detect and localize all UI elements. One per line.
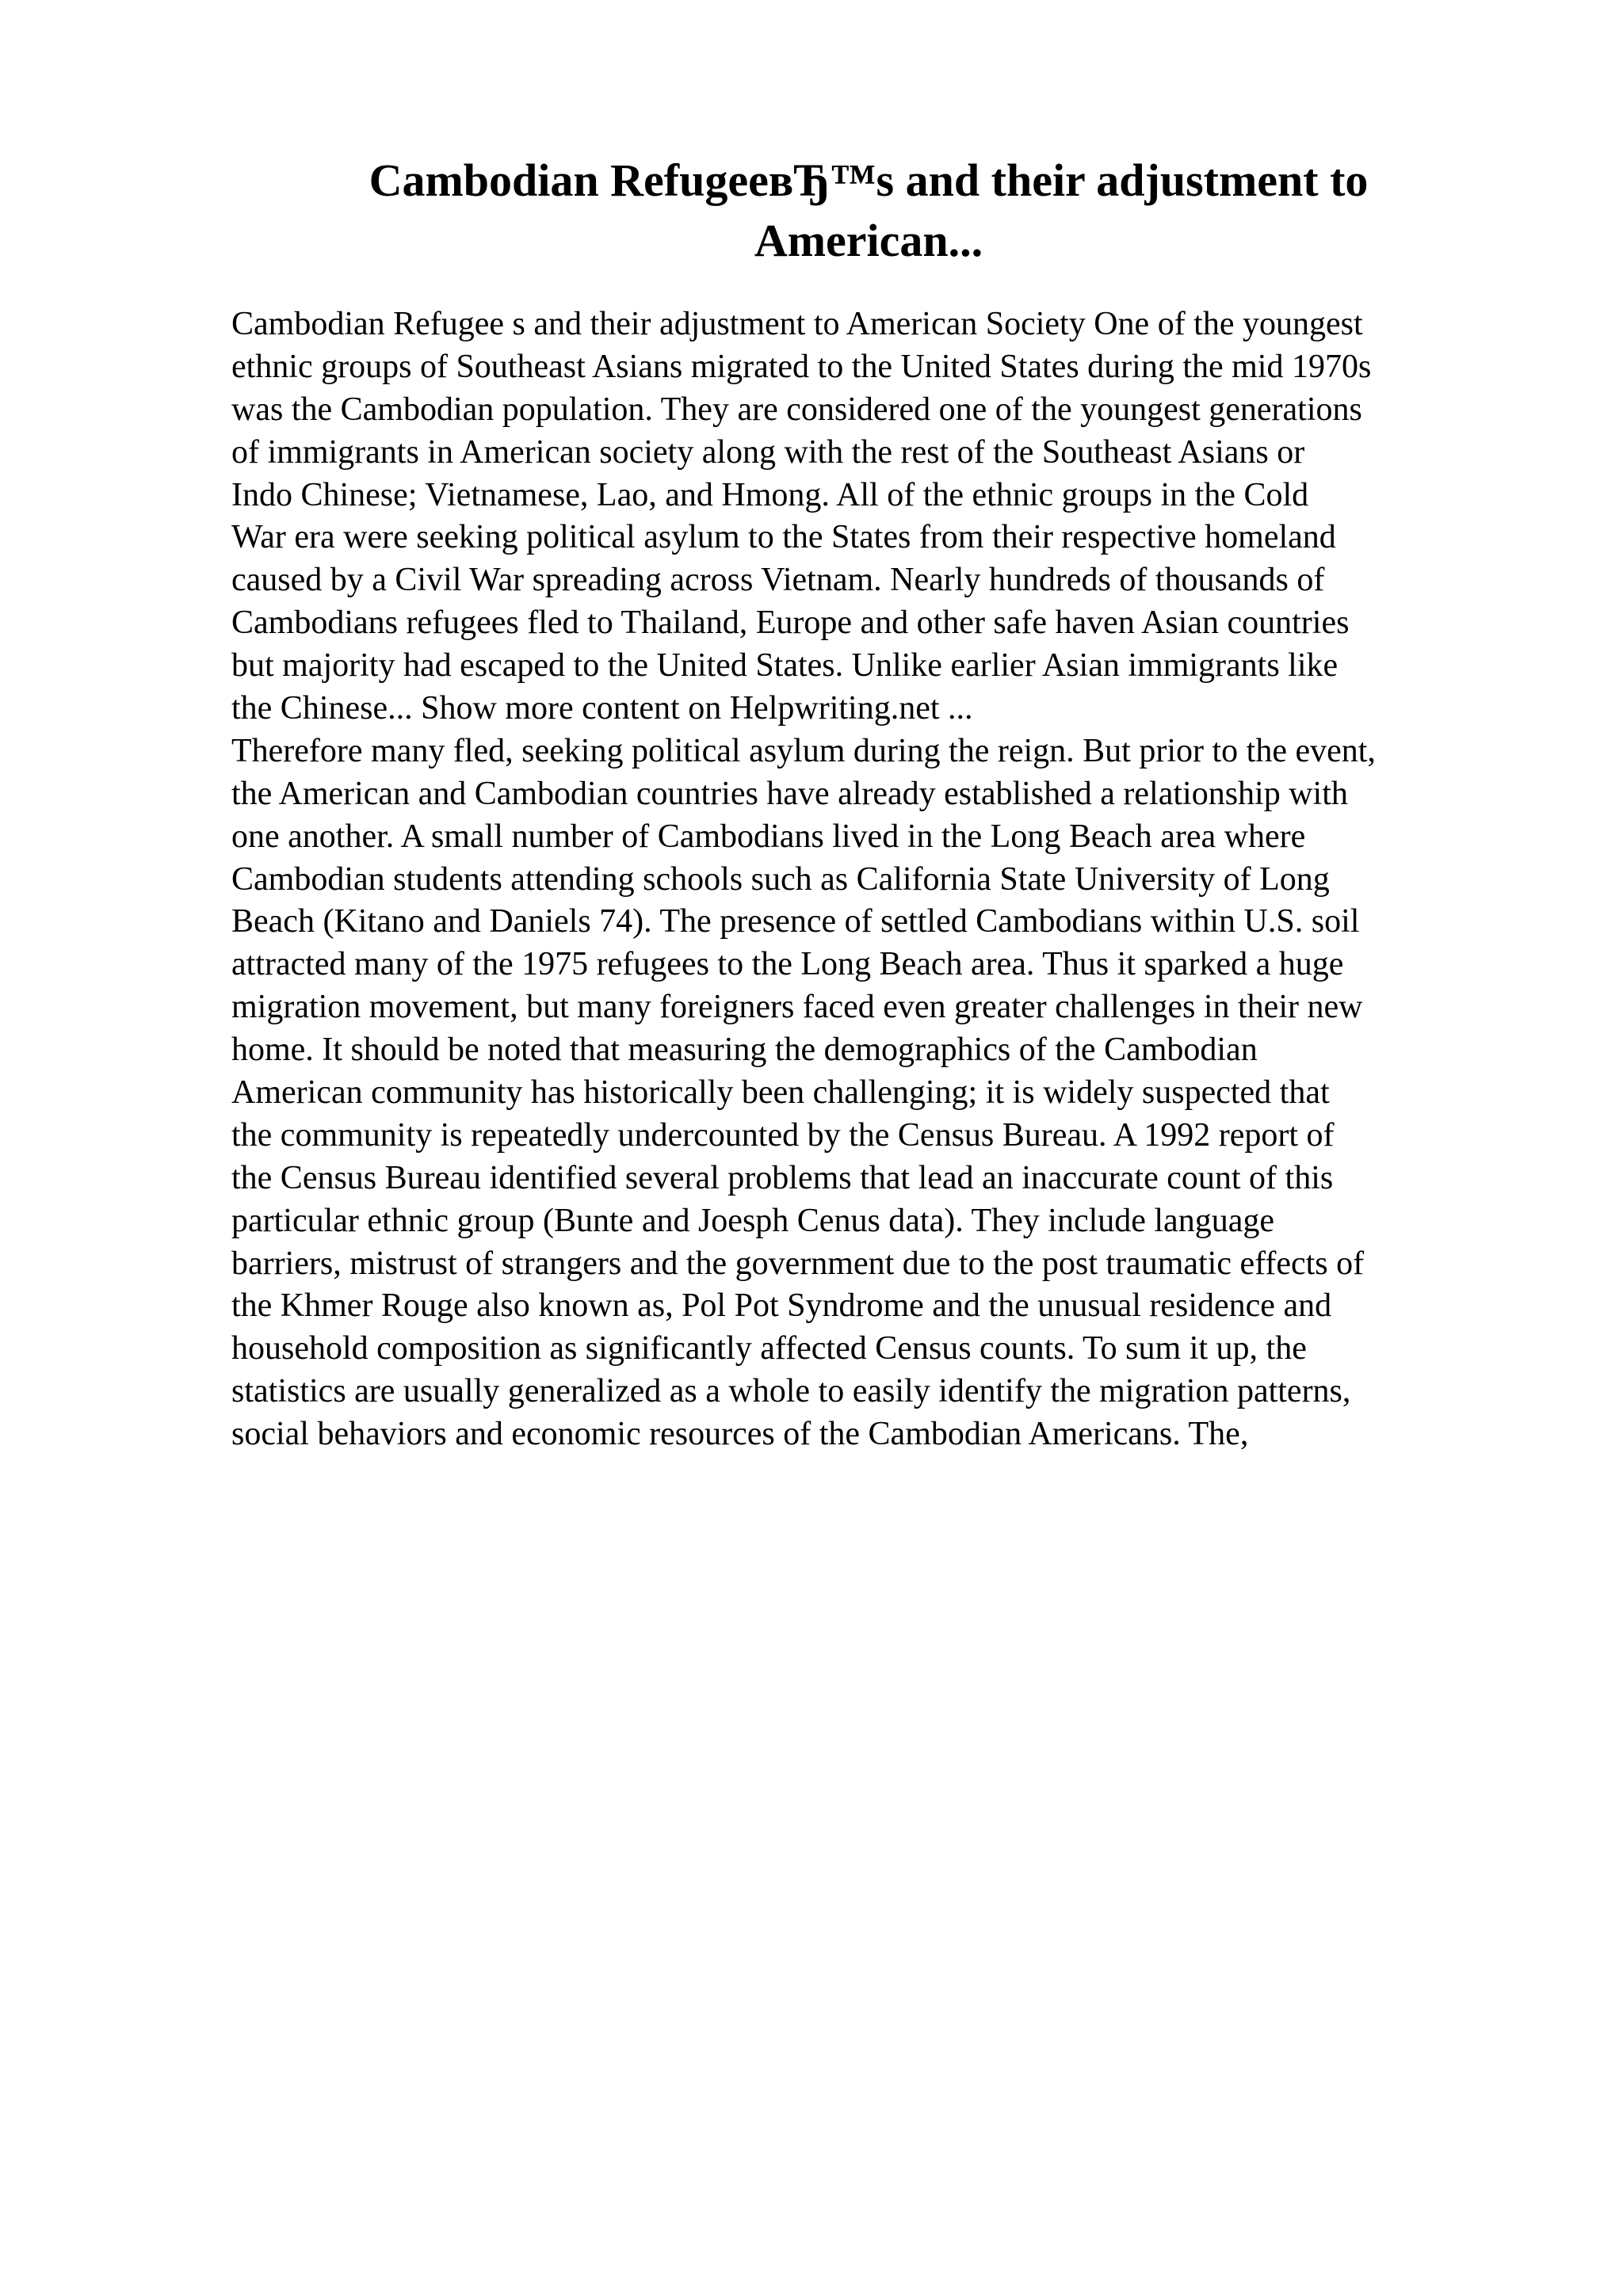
body-line: household composition as significantly affected Census counts. To sum it up, the [231,1330,1307,1367]
body-line: statistics are usually generalized as a whole to easily identify the migration patterns, [231,1373,1351,1410]
body-line: the Census Bureau identified several problems that lead an inaccurate count of this [231,1159,1334,1196]
body-line: Indo Chinese; Vietnamese, Lao, and Hmong. All of the ethnic groups in the Cold [231,476,1309,513]
body-line: the Khmer Rouge also known as, Pol Pot Syndrome and the unusual residence and [231,1287,1332,1325]
body-line: migration movement, but many foreigners faced even greater challenges in their new [231,989,1363,1026]
body-line: but majority had escaped to the United States. Unlike earlier Asian immigrants like [231,647,1338,685]
document-title [231,151,1506,271]
body-line: the Chinese... Show more content on Helpwriting.net ... [231,690,973,727]
body-line: particular ethnic group (Bunte and Joesph Cenus data). They include language [231,1202,1274,1239]
document-title-line-1: Cambodian RefugeeвЂ™s and their adjustment to [369,154,1369,206]
body-line: barriers, mistrust of strangers and the government due to the post traumatic effects of [231,1245,1365,1282]
document-title-line-2: American... [754,215,983,266]
body-line: Therefore many fled, seeking political asylum during the reign. But prior to the event, [231,732,1376,769]
body-line: the American and Cambodian countries have already established a relationship with [231,775,1348,812]
body-line: caused by a Civil War spreading across Vietnam. Nearly hundreds of thousands of [231,562,1325,599]
body-line: home. It should be noted that measuring the demographics of the Cambodian [231,1032,1258,1069]
body-line: Cambodian Refugee s and their adjustment to American Society One of the youngest [231,306,1363,342]
body-line: of immigrants in American society along with the rest of the Southeast Asians or [231,433,1305,471]
body-line: the community is repeatedly undercounted by the Census Bureau. A 1992 report of [231,1116,1335,1154]
body-line: War era were seeking political asylum to the States from their respective homeland [231,519,1336,556]
body-line: Cambodians refugees fled to Thailand, Europe and other safe haven Asian countries [231,605,1350,642]
body-line: one another. A small number of Cambodians lived in the Long Beach area where [231,818,1306,855]
body-line: attracted many of the 1975 refugees to the Long Beach area. Thus it sparked a huge [231,946,1344,983]
body-line: social behaviors and economic resources of the Cambodian Americans. The, [231,1416,1249,1453]
body-line: ethnic groups of Southeast Asians migrated to the United States during the mid 1970s [231,348,1372,385]
body-line: Cambodian students attending schools such as California State University of Long [231,860,1330,898]
body-line: Beach (Kitano and Daniels 74). The presence of settled Cambodians within U.S. soil [231,903,1360,940]
document-body [231,303,1531,1456]
body-line: American community has historically been challenging; it is widely suspected that [231,1074,1330,1112]
body-line: was the Cambodian population. They are considered one of the youngest generations [231,391,1362,428]
